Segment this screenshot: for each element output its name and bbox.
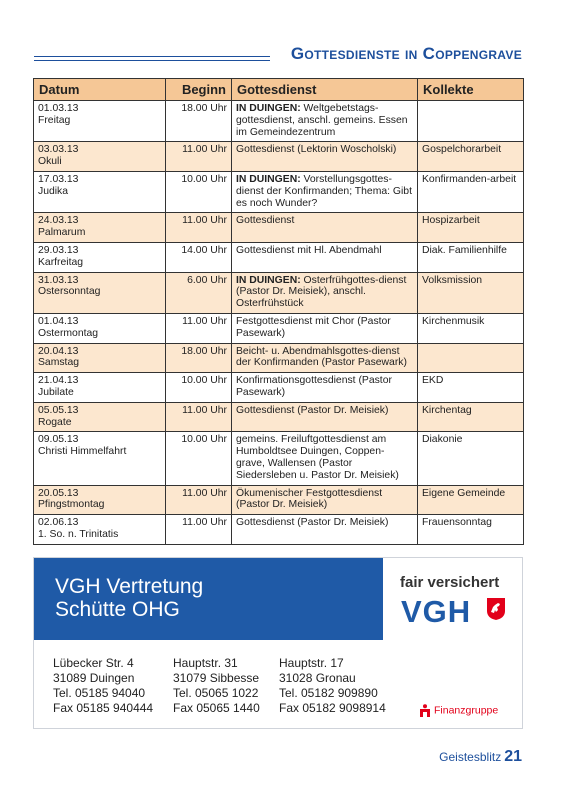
liturgical-day: Judika [38, 185, 69, 197]
liturgical-day: Karfreitag [38, 256, 84, 268]
cell-date [34, 402, 166, 432]
service-description: Gottesdienst (Pastor Dr. Meisiek) [236, 404, 389, 416]
date-value: 31.03.13 [38, 274, 79, 286]
cell-date [34, 515, 166, 545]
table-row [34, 343, 524, 373]
sparkasse-icon [419, 704, 431, 717]
location-label: IN DUINGEN: [236, 173, 301, 185]
cell-date [34, 242, 166, 272]
table-row [34, 272, 524, 313]
location-label: IN DUINGEN: [236, 103, 301, 114]
liturgical-day: Samstag [38, 357, 80, 369]
cell-time: 14.00 Uhr [166, 242, 232, 272]
cell-time: 18.00 Uhr [166, 101, 232, 142]
date-value: 21.04.13 [38, 375, 79, 387]
vgh-logo: VGH [401, 594, 472, 629]
cell-date [34, 171, 166, 212]
cell-service [232, 432, 418, 485]
service-description: Beicht- u. Abendmahlsgottes-dienst der Konfirmanden (Pastor Pasewark) [236, 345, 407, 369]
liturgical-day: Christi Himmelfahrt [38, 446, 127, 458]
service-description: gemeins. Freiluftgottesdienst am Humboldtsee Duingen, Coppen-grave, Wallensen (Pastor Siedersleben u. Pastor Dr. Meisiek) [236, 434, 399, 481]
service-description: Vorstellungsgottes-dienst der Konfirmanden; Thema: Gibt es noch Wunder? [236, 173, 412, 209]
date-value: 20.04.13 [38, 345, 79, 357]
ad-name-line-2: Schütte OHG [55, 598, 180, 621]
address-tel: Tel. 05185 94040 [53, 686, 146, 700]
liturgical-day: Freitag [38, 114, 71, 126]
service-description: Gottesdienst (Lektorin Woscholski) [236, 144, 397, 156]
cell-collection: Diakonie [418, 432, 524, 485]
cell-time: 10.00 Uhr [166, 373, 232, 403]
cell-service [232, 485, 418, 515]
cell-collection [418, 343, 524, 373]
address-city: 31028 Gronau [279, 671, 356, 685]
cell-collection: Gospelchorarbeit [418, 142, 524, 172]
service-description: Osterfrühgottes-dienst (Pastor Dr. Meisiek), anschl. Osterfrühstück [236, 274, 407, 310]
address-city: 31089 Duingen [53, 671, 135, 685]
service-description: Gottesdienst [236, 215, 295, 227]
cell-date [34, 313, 166, 343]
cell-time: 11.00 Uhr [166, 142, 232, 172]
cell-collection: Diak. Familienhilfe [418, 242, 524, 272]
liturgical-day: Ostersonntag [38, 286, 101, 298]
service-description: Festgottesdienst mit Chor (Pastor Pasewark) [236, 315, 391, 339]
page-footer [439, 748, 522, 766]
table-row [34, 373, 524, 403]
address-street: Lübecker Str. 4 [53, 656, 134, 670]
cell-date [34, 101, 166, 142]
table-row [34, 313, 524, 343]
ad-slogan: fair versichert [400, 574, 500, 591]
cell-collection: Hospizarbeit [418, 213, 524, 243]
column-header-collection: Kollekte [418, 79, 524, 101]
cell-date [34, 142, 166, 172]
liturgical-day: 1. So. n. Trinitatis [38, 528, 119, 540]
address-block-duingen [53, 656, 153, 716]
table-row [34, 242, 524, 272]
cell-collection: EKD [418, 373, 524, 403]
cell-date [34, 272, 166, 313]
table-row [34, 171, 524, 212]
address-street: Hauptstr. 31 [173, 656, 238, 670]
cell-date [34, 343, 166, 373]
cell-time: 11.00 Uhr [166, 213, 232, 243]
table-row [34, 432, 524, 485]
table-row [34, 213, 524, 243]
cell-time: 6.00 Uhr [166, 272, 232, 313]
column-header-time: Beginn [166, 79, 232, 101]
address-block-gronau [279, 656, 386, 716]
table-row [34, 515, 524, 545]
cell-time: 11.00 Uhr [166, 313, 232, 343]
page-title: Gottesdienste in Coppengrave [290, 44, 522, 63]
service-description: Weltgebetstags-gottesdienst, anschl. gemeins. Essen im Gemeindezentrum [236, 103, 408, 138]
cell-collection: Konfirmanden-arbeit [418, 171, 524, 212]
liturgical-day: Okuli [38, 156, 62, 168]
address-city: 31079 Sibbesse [173, 671, 260, 685]
page-header [34, 44, 522, 66]
address-tel: Tel. 05182 909890 [279, 686, 378, 700]
table-body [34, 101, 524, 545]
address-fax: Fax 05185 940444 [53, 701, 154, 715]
date-value: 24.03.13 [38, 215, 79, 227]
cell-time: 11.00 Uhr [166, 515, 232, 545]
cell-service [232, 402, 418, 432]
cell-service [232, 272, 418, 313]
cell-service [232, 242, 418, 272]
service-description: Konfirmationsgottesdienst (Pastor Pasewark) [236, 375, 392, 398]
column-header-service: Gottesdienst [232, 79, 418, 101]
cell-time: 10.00 Uhr [166, 432, 232, 485]
date-value: 02.06.13 [38, 517, 79, 529]
cell-collection: Eigene Gemeinde [418, 485, 524, 515]
cell-service [232, 515, 418, 545]
cell-date [34, 373, 166, 403]
page-number: 21 [504, 748, 522, 765]
liturgical-day: Ostermontag [38, 327, 99, 339]
address-street: Hauptstr. 17 [279, 656, 344, 670]
table-row [34, 142, 524, 172]
liturgical-day: Palmarum [38, 227, 86, 239]
cell-collection: Frauensonntag [418, 515, 524, 545]
magazine-name: Geistesblitz [439, 750, 502, 764]
date-value: 29.03.13 [38, 244, 79, 256]
header-rule [34, 56, 270, 61]
service-description: Gottesdienst (Pastor Dr. Meisiek) [236, 517, 389, 529]
cell-collection: Volksmission [418, 272, 524, 313]
sparkasse-label: Finanzgruppe [434, 704, 499, 717]
cell-date [34, 485, 166, 515]
cell-collection [418, 101, 524, 142]
date-value: 05.05.13 [38, 404, 79, 416]
liturgical-day: Jubilate [38, 386, 74, 398]
table-row [34, 101, 524, 142]
date-value: 01.04.13 [38, 315, 79, 327]
cell-date [34, 432, 166, 485]
date-value: 03.03.13 [38, 144, 79, 156]
cell-service [232, 343, 418, 373]
date-value: 17.03.13 [38, 173, 79, 185]
cell-time: 10.00 Uhr [166, 171, 232, 212]
cell-collection: Kirchentag [418, 402, 524, 432]
ad-company-name [55, 575, 203, 621]
column-header-date: Datum [34, 79, 166, 101]
table-row [34, 485, 524, 515]
cell-collection: Kirchenmusik [418, 313, 524, 343]
date-value: 09.05.13 [38, 434, 79, 446]
service-description: Gottesdienst mit Hl. Abendmahl [236, 244, 382, 256]
location-label: IN DUINGEN: [236, 274, 301, 286]
address-tel: Tel. 05065 1022 [173, 686, 259, 700]
vgh-advertisement [33, 557, 523, 729]
ad-name-line-1: VGH Vertretung [55, 575, 204, 598]
date-value: 01.03.13 [38, 103, 79, 114]
cell-service [232, 101, 418, 142]
cell-time: 11.00 Uhr [166, 485, 232, 515]
liturgical-day: Pfingstmontag [38, 499, 105, 511]
cell-service [232, 313, 418, 343]
cell-service [232, 142, 418, 172]
service-schedule-table [33, 78, 524, 545]
cell-date [34, 213, 166, 243]
sparkasse-finanzgruppe [419, 704, 498, 717]
cell-time: 11.00 Uhr [166, 402, 232, 432]
address-block-sibbesse [173, 656, 260, 716]
date-value: 20.05.13 [38, 487, 79, 499]
service-description: Ökumenischer Festgottesdienst (Pastor Dr. Meisiek) [236, 487, 383, 511]
ad-name-panel [34, 558, 383, 640]
liturgical-day: Rogate [38, 416, 72, 428]
address-fax: Fax 05065 1440 [173, 701, 260, 715]
cell-time: 18.00 Uhr [166, 343, 232, 373]
horse-icon [486, 597, 506, 621]
table-row [34, 402, 524, 432]
cell-service [232, 373, 418, 403]
table-header-row [34, 79, 524, 101]
address-fax: Fax 05182 9098914 [279, 701, 386, 715]
cell-service [232, 171, 418, 212]
cell-service [232, 213, 418, 243]
